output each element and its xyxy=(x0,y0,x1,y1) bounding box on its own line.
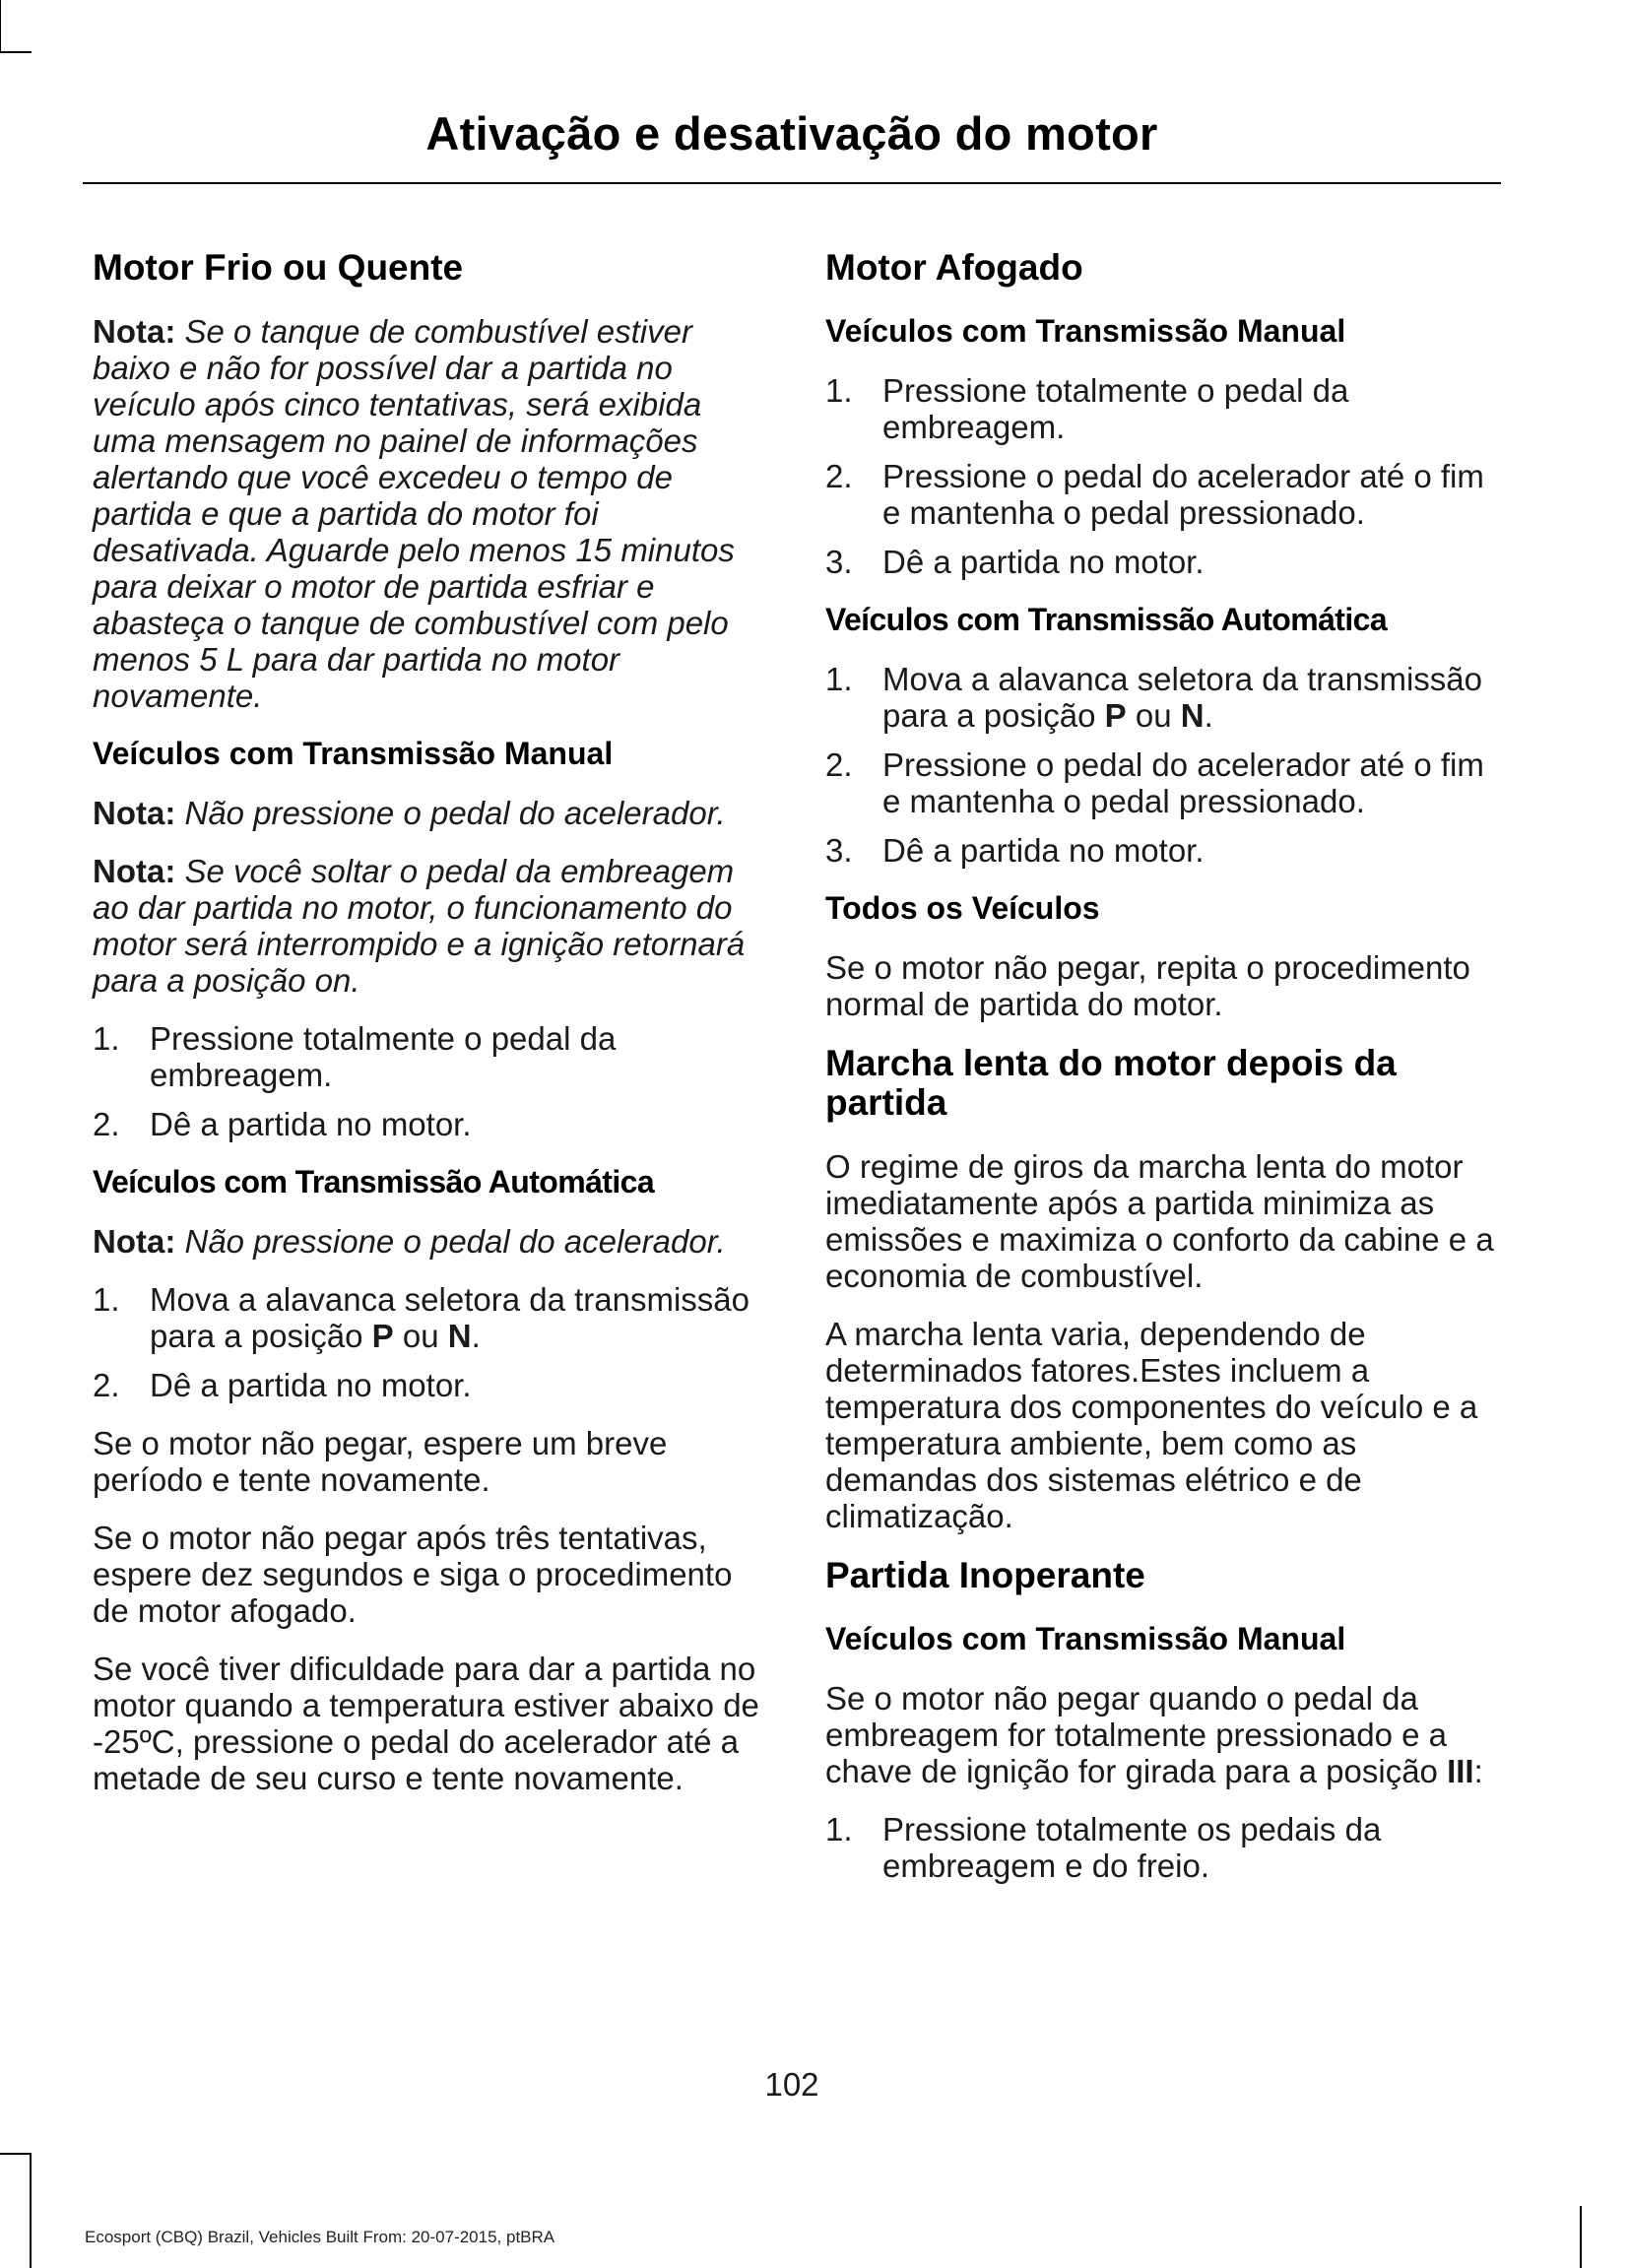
step-number: 3. xyxy=(825,544,853,580)
note-paragraph xyxy=(93,1223,764,1260)
page-title: Ativação e desativação do motor xyxy=(425,107,1158,160)
list-item xyxy=(825,1811,1497,1884)
heading-motor-frio: Motor Frio ou Quente xyxy=(93,247,464,288)
heading-manual: Veículos com Transmissão Manual xyxy=(93,736,614,771)
heading-automatica: Veículos com Transmissão Automática xyxy=(825,602,1388,637)
right-column xyxy=(825,248,1497,1906)
step-number: 1. xyxy=(93,1281,120,1318)
note-paragraph xyxy=(93,313,764,714)
inoperante-steps-list xyxy=(825,1811,1497,1884)
note-paragraph xyxy=(93,795,764,831)
heading-automatica: Veículos com Transmissão Automática xyxy=(93,1164,655,1199)
step-number: 1. xyxy=(93,1020,120,1057)
crop-mark xyxy=(30,2153,32,2268)
list-item xyxy=(93,1281,764,1354)
crop-mark xyxy=(0,0,1,51)
manual-steps-list xyxy=(825,372,1497,580)
step-text: Pressione totalmente os pedais da embreagem e do freio. xyxy=(882,1811,1382,1884)
step-text: ou xyxy=(393,1318,448,1354)
note-text: Se o tanque de combustível estiver baixo e não for possível dar a partida no veículo após cinco tentativas, será exibida uma mensagem no painel de informações alertando que você excedeu o tempo de partida e que a partida do motor foi desativada. Aguarde pelo menos 15 minutos para deixar o motor de partida esfriar e abasteça o tanque de combustível com pelo menos 5 L para dar partida no motor novamente. xyxy=(93,313,735,714)
note-text: Não pressione o pedal do acelerador. xyxy=(175,1223,726,1260)
step-number: 3. xyxy=(825,832,853,869)
step-number: 2. xyxy=(825,458,853,494)
list-item xyxy=(93,1367,764,1403)
title-rule xyxy=(83,182,1501,184)
heading-motor-afogado: Motor Afogado xyxy=(825,247,1083,288)
auto-steps-list xyxy=(93,1281,764,1403)
body-paragraph xyxy=(825,1680,1497,1789)
step-number: 1. xyxy=(825,372,853,409)
step-text: Mova a alavanca seletora da transmissão para a posição xyxy=(150,1281,749,1354)
gear-position-p: P xyxy=(1104,697,1127,734)
step-text: Pressione totalmente o pedal da embreagem. xyxy=(150,1020,617,1093)
note-label: Nota: xyxy=(93,853,176,889)
step-text: Dê a partida no motor. xyxy=(150,1106,472,1142)
step-number: 2. xyxy=(825,746,853,783)
step-number: 1. xyxy=(825,1811,853,1847)
footer-text: Ecosport (CBQ) Brazil, Vehicles Built From: 20-07-2015, ptBRA xyxy=(85,2228,555,2246)
list-item xyxy=(825,458,1497,531)
step-number: 1. xyxy=(825,661,853,697)
step-text: Dê a partida no motor. xyxy=(150,1367,472,1403)
note-text: Não pressione o pedal do acelerador. xyxy=(175,795,726,831)
step-text: Mova a alavanca seletora da transmissão para a posição xyxy=(882,661,1482,734)
heading-manual: Veículos com Transmissão Manual xyxy=(825,313,1346,349)
gear-position-p: P xyxy=(371,1318,394,1354)
crop-mark xyxy=(1580,2206,1582,2268)
heading-marcha-lenta: Marcha lenta do motor depois da partida xyxy=(825,1043,1397,1123)
gear-position-n: N xyxy=(1180,697,1205,734)
body-paragraph: Se o motor não pegar, espere um breve período e tente novamente. xyxy=(93,1425,668,1498)
body-text: Se o motor não pegar quando o pedal da embreagem for totalmente pressionado e a chave de ignição for girada para a posição xyxy=(825,1680,1448,1789)
list-item xyxy=(825,832,1497,869)
step-text: ou xyxy=(1126,697,1181,734)
body-text: : xyxy=(1473,1753,1483,1789)
step-text: Pressione o pedal do acelerador até o fim e mantenha o pedal pressionado. xyxy=(882,458,1484,531)
body-paragraph: Se o motor não pegar, repita o procedimento normal de partida do motor. xyxy=(825,949,1470,1022)
crop-mark xyxy=(0,2153,32,2155)
note-label: Nota: xyxy=(93,313,176,350)
body-paragraph: Se o motor não pegar após três tentativas, espere dez segundos e siga o procedimento de motor afogado. xyxy=(93,1520,733,1629)
heading-partida-inoperante: Partida Inoperante xyxy=(825,1555,1145,1595)
step-text: Dê a partida no motor. xyxy=(882,544,1205,580)
auto-steps-list xyxy=(825,661,1497,869)
list-item xyxy=(93,1020,764,1093)
step-text: Dê a partida no motor. xyxy=(882,832,1205,869)
note-text: Se você soltar o pedal da embreagem ao dar partida no motor, o funcionamento do motor será interrompido e a ignição retornará para a posição on. xyxy=(93,853,746,999)
manual-steps-list xyxy=(93,1020,764,1142)
heading-manual: Veículos com Transmissão Manual xyxy=(825,1621,1346,1656)
step-text: . xyxy=(1204,697,1213,734)
body-paragraph: A marcha lenta varia, dependendo de determinados fatores.Estes incluem a temperatura dos componentes do veículo e a temperatura ambiente, bem como as demandas dos sistemas elétrico e de climatização. xyxy=(825,1316,1478,1534)
step-text: Pressione totalmente o pedal da embreagem. xyxy=(882,372,1349,445)
list-item xyxy=(825,661,1497,734)
left-column xyxy=(93,248,764,1818)
crop-mark xyxy=(0,51,32,53)
list-item xyxy=(93,1106,764,1142)
step-number: 2. xyxy=(93,1367,120,1403)
note-paragraph xyxy=(93,853,764,999)
body-paragraph: O regime de giros da marcha lenta do motor imediatamente após a partida minimiza as emissões e maximiza o conforto da cabine e a economia de combustível. xyxy=(825,1148,1494,1294)
step-text: Pressione o pedal do acelerador até o fim e mantenha o pedal pressionado. xyxy=(882,746,1484,819)
list-item xyxy=(825,372,1497,445)
body-paragraph: Se você tiver dificuldade para dar a partida no motor quando a temperatura estiver abaixo de -25ºC, pressione o pedal do acelerador até a metade de seu curso e tente novamente. xyxy=(93,1651,759,1796)
page-number: 102 xyxy=(764,2066,819,2103)
ignition-position: III xyxy=(1447,1753,1474,1789)
gear-position-n: N xyxy=(447,1318,472,1354)
note-label: Nota: xyxy=(93,1223,176,1260)
list-item xyxy=(825,544,1497,580)
list-item xyxy=(825,746,1497,819)
heading-todos-veiculos: Todos os Veículos xyxy=(825,890,1100,926)
step-text: . xyxy=(471,1318,481,1354)
note-label: Nota: xyxy=(93,795,176,831)
step-number: 2. xyxy=(93,1106,120,1142)
